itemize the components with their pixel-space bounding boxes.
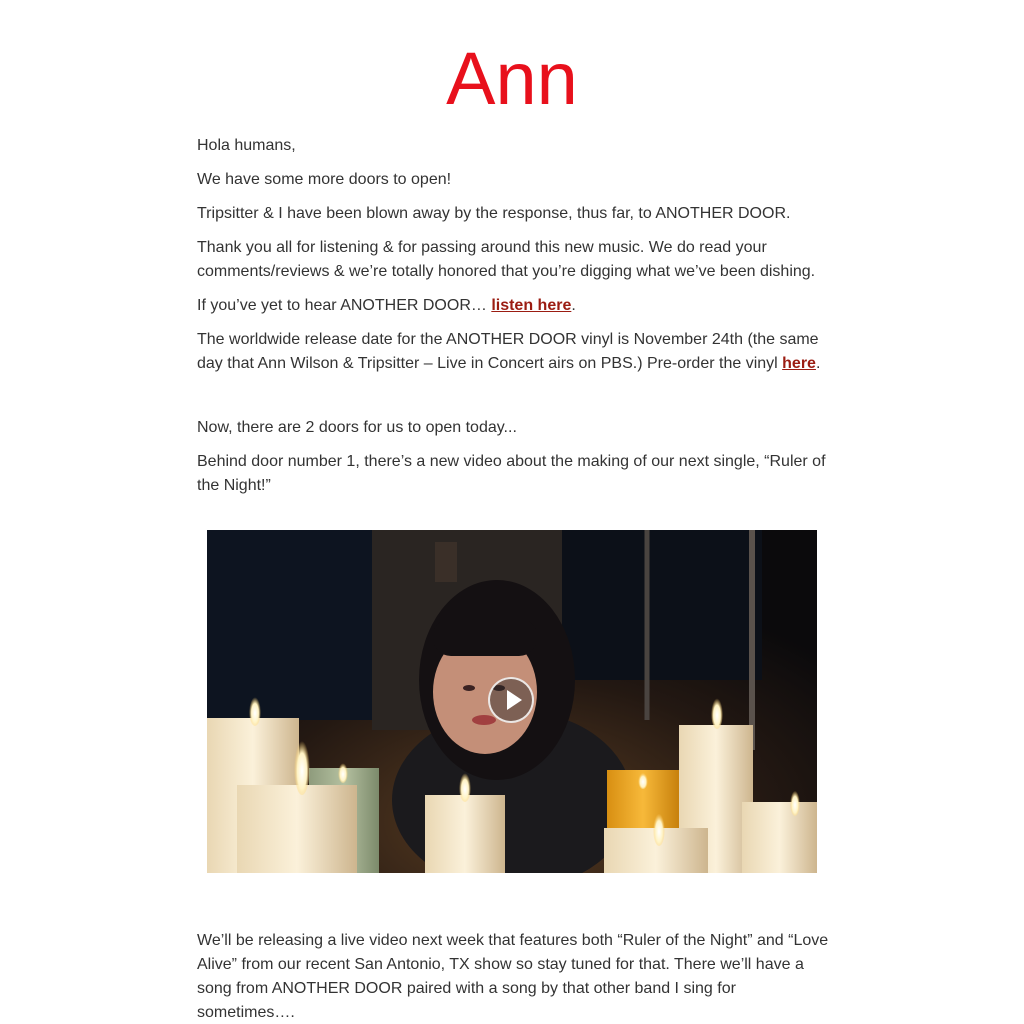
greeting: Hola humans,: [197, 137, 296, 154]
paragraph-vinyl: [197, 328, 831, 376]
preorder-here-link[interactable]: here: [782, 355, 816, 372]
listen-end: .: [571, 297, 576, 314]
header-logo[interactable]: [0, 28, 1024, 116]
paragraph-listen: [197, 294, 831, 318]
video-thumbnail[interactable]: [207, 530, 817, 873]
vinyl-end: .: [815, 355, 821, 372]
paragraph-response: Tripsitter & I have been blown away by the response, thus far, to ANOTHER DOOR.: [197, 205, 791, 222]
paragraph-two-doors: Now, there are 2 doors for us to open today...: [197, 419, 517, 436]
paragraph-thanks: Thank you all for listening & for passing around this new music. We do read your comments/reviews & we’re totally honored that you’re digging what we’ve been dishing.: [197, 239, 816, 280]
logo-text: Ann: [446, 37, 578, 116]
vinyl-text: The worldwide release date for the ANOTHER DOOR vinyl is November 24th (the same day that Ann Wilson & Tripsitter – Live in Concert airs on PBS.) Pre-order the vinyl: [197, 331, 819, 372]
ann-logo: [442, 28, 582, 116]
paragraph-door-one: Behind door number 1, there’s a new video about the making of our next single, “Ruler of the Night!”: [197, 453, 826, 494]
listen-here-link[interactable]: listen here: [491, 297, 572, 314]
spacer: [197, 386, 831, 416]
play-icon: [507, 690, 522, 710]
email-body: [197, 134, 831, 1024]
play-button[interactable]: [488, 677, 534, 723]
listen-text: If you’ve yet to hear ANOTHER DOOR…: [197, 297, 492, 314]
paragraph-live-video: We’ll be releasing a live video next week that features both “Ruler of the Night” and “Love Alive” from our recent San Antonio, TX show so stay tuned for that. There we’ll have a song from ANOTHER DOOR paired with a song by that other band I sing for sometimes….: [197, 932, 829, 1021]
paragraph-doors: We have some more doors to open!: [197, 171, 452, 188]
